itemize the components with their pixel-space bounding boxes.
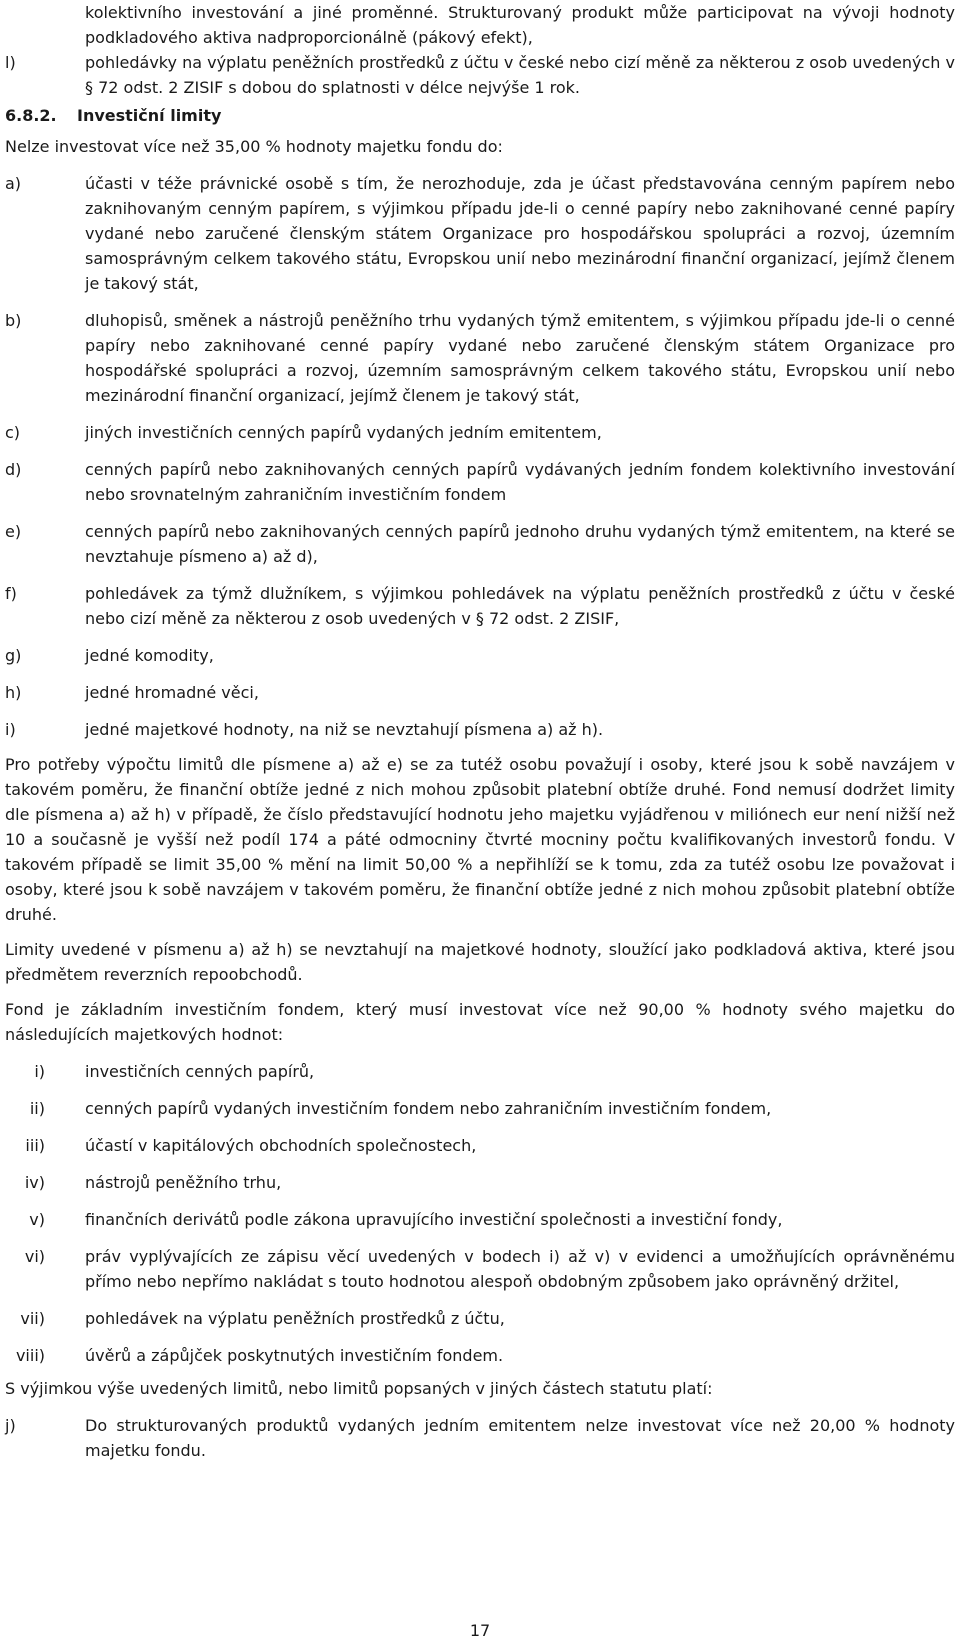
list-item xyxy=(5,680,955,705)
list-text: jedné komodity, xyxy=(85,646,214,665)
paragraph: Limity uvedené v písmenu a) až h) se nevztahují na majetkové hodnoty, sloužící jako podkladová aktiva, které jsou předmětem reverzních repoobchodů. xyxy=(5,940,955,984)
asset-types-list xyxy=(5,1059,955,1368)
list-label: viii) xyxy=(15,1346,45,1365)
list-label: c) xyxy=(5,423,21,442)
list-item xyxy=(5,1343,955,1368)
list-item xyxy=(5,519,955,569)
list-text: Do strukturovaných produktů vydaných jedním emitentem nelze investovat více než 20,00 % hodnoty majetku fondu. xyxy=(85,1416,955,1460)
section-heading xyxy=(5,103,955,128)
list-item xyxy=(5,1207,955,1232)
list-text: účastí v kapitálových obchodních společnostech, xyxy=(85,1136,477,1155)
list-item xyxy=(5,1244,955,1294)
list-item-j xyxy=(5,1413,955,1463)
list-text: práv vyplývajících ze zápisu věcí uvedených v bodech i) až v) v evidenci a umožňujících oprávněnému přímo nebo nepřímo nakládat s touto hodnotou alespoň obdobným způsobem jako oprávněný držitel, xyxy=(85,1247,955,1291)
list-text: jedné hromadné věci, xyxy=(85,683,259,702)
list-label: iii) xyxy=(25,1136,45,1155)
list-label: i) xyxy=(5,720,16,739)
list-item xyxy=(5,308,955,408)
list-text: jiných investičních cenných papírů vydaných jedním emitentem, xyxy=(85,423,602,442)
list-item xyxy=(5,1133,955,1158)
list-label: ii) xyxy=(29,1099,45,1118)
list-label: vii) xyxy=(20,1309,45,1328)
section-number: 6.8.2. xyxy=(5,106,57,125)
list-item xyxy=(5,717,955,742)
list-label: l) xyxy=(5,53,16,72)
list-label: b) xyxy=(5,311,22,330)
list-item xyxy=(5,1306,955,1331)
list-item xyxy=(5,1059,955,1084)
list-text: cenných papírů vydaných investičním fondem nebo zahraničním investičním fondem, xyxy=(85,1099,772,1118)
list-label: g) xyxy=(5,646,22,665)
paragraph: Fond je základním investičním fondem, který musí investovat více než 90,00 % hodnoty svého majetku do následujících majetkových hodnot: xyxy=(5,1000,955,1044)
list-item-l xyxy=(5,50,955,100)
intro-text: Nelze investovat více než 35,00 % hodnoty majetku fondu do: xyxy=(5,137,503,156)
list-text: dluhopisů, směnek a nástrojů peněžního trhu vydaných týmž emitentem, s výjimkou případu jde-li o cenné papíry nebo zaknihované cenné papíry vydané nebo zaručené členským státem Organizace pro hospodářské spolupráci a rozvoj, územním samosprávným celkem takového státu, Evropskou unií nebo mezinárodní finanční organizací, jejímž členem je takový stát, xyxy=(85,311,955,405)
list-text: nástrojů peněžního trhu, xyxy=(85,1173,282,1192)
limits-list xyxy=(5,171,955,742)
document-page xyxy=(5,0,955,1463)
list-text: finančních derivátů podle zákona upravujícího investiční společnosti a investiční fondy, xyxy=(85,1210,783,1229)
list-text: účasti v téže právnické osobě s tím, že nerozhoduje, zda je účast představována cenným papírem nebo zaknihovaným cenným papírem, s výjimkou případu jde-li o cenné papíry nebo zaknihované cenné papíry vydané nebo zaručené členským státem Organizace pro hospodářskou spolupráci a rozvoj, územním samosprávným celkem takového státu, Evropskou unií nebo mezinárodní finanční organizací, jejímž členem je takový stát, xyxy=(85,174,955,293)
list-text: pohledávek na výplatu peněžních prostředků z účtu, xyxy=(85,1309,505,1328)
list-text: pohledávky na výplatu peněžních prostředků z účtu v české nebo cizí měně za některou z osob uvedených v § 72 odst. 2 ZISIF s dobou do splatnosti v délce nejvýše 1 rok. xyxy=(85,53,955,97)
list-item xyxy=(5,581,955,631)
paragraph: Pro potřeby výpočtu limitů dle písmene a) až e) se za tutéž osobu považují i osoby, které jsou k sobě navzájem v takovém poměru, že finanční obtíže jedné z nich mohou způsobit platební obtíže druhé. Fond nemusí dodržet limity dle písmena a) až h) v případě, že číslo představující hodnotu jeho majetku vyjádřenou v miliónech eur není nižší než 10 a současně je vyšší než podíl 174 a páté odmocniny čtvrté mocniny počtu kvalifikovaných investorů fondu. V takovém případě se limit 35,00 % mění na limit 50,00 % a nepřihlíží se k tomu, zda za tutéž osobu lze považovat i osoby, které jsou k sobě navzájem v takovém poměru, že finanční obtíže jedné z nich mohou způsobit platební obtíže druhé. xyxy=(5,755,955,924)
paragraph: S výjimkou výše uvedených limitů, nebo limitů popsaných v jiných částech statutu platí: xyxy=(5,1379,713,1398)
list-label: j) xyxy=(5,1416,16,1435)
list-label: d) xyxy=(5,460,22,479)
list-label: v) xyxy=(29,1210,45,1229)
list-item xyxy=(5,1096,955,1121)
list-item xyxy=(5,643,955,668)
list-text: pohledávek za týmž dlužníkem, s výjimkou pohledávek na výplatu peněžních prostředků z účtu v české nebo cizí měně za některou z osob uvedených v § 72 odst. 2 ZISIF, xyxy=(85,584,955,628)
list-text: úvěrů a zápůjček poskytnutých investičním fondem. xyxy=(85,1346,504,1365)
list-label: iv) xyxy=(24,1173,45,1192)
page-number: 17 xyxy=(469,1621,491,1640)
list-item xyxy=(5,420,955,445)
list-text: cenných papírů nebo zaknihovaných cenných papírů vydávaných jedním fondem kolektivního investování nebo srovnatelným zahraničním investičním fondem xyxy=(85,460,955,504)
list-text: investičních cenných papírů, xyxy=(85,1062,315,1081)
list-text: cenných papírů nebo zaknihovaných cenných papírů jednoho druhu vydaných týmž emitentem, na které se nevztahuje písmeno a) až d), xyxy=(85,522,955,566)
list-item xyxy=(5,457,955,507)
list-item xyxy=(5,171,955,296)
list-label: f) xyxy=(5,584,17,603)
list-label: i) xyxy=(34,1062,45,1081)
list-label: a) xyxy=(5,174,22,193)
section-title: Investiční limity xyxy=(77,106,222,125)
list-label: h) xyxy=(5,683,22,702)
list-item xyxy=(5,1170,955,1195)
list-label: vi) xyxy=(24,1247,45,1266)
continued-text: kolektivního investování a jiné proměnné. Strukturovaný produkt může participovat na vývoji hodnoty podkladového aktiva nadproporcionálně (pákový efekt), xyxy=(85,3,955,47)
list-label: e) xyxy=(5,522,22,541)
list-text: jedné majetkové hodnoty, na niž se nevztahují písmena a) až h). xyxy=(85,720,604,739)
